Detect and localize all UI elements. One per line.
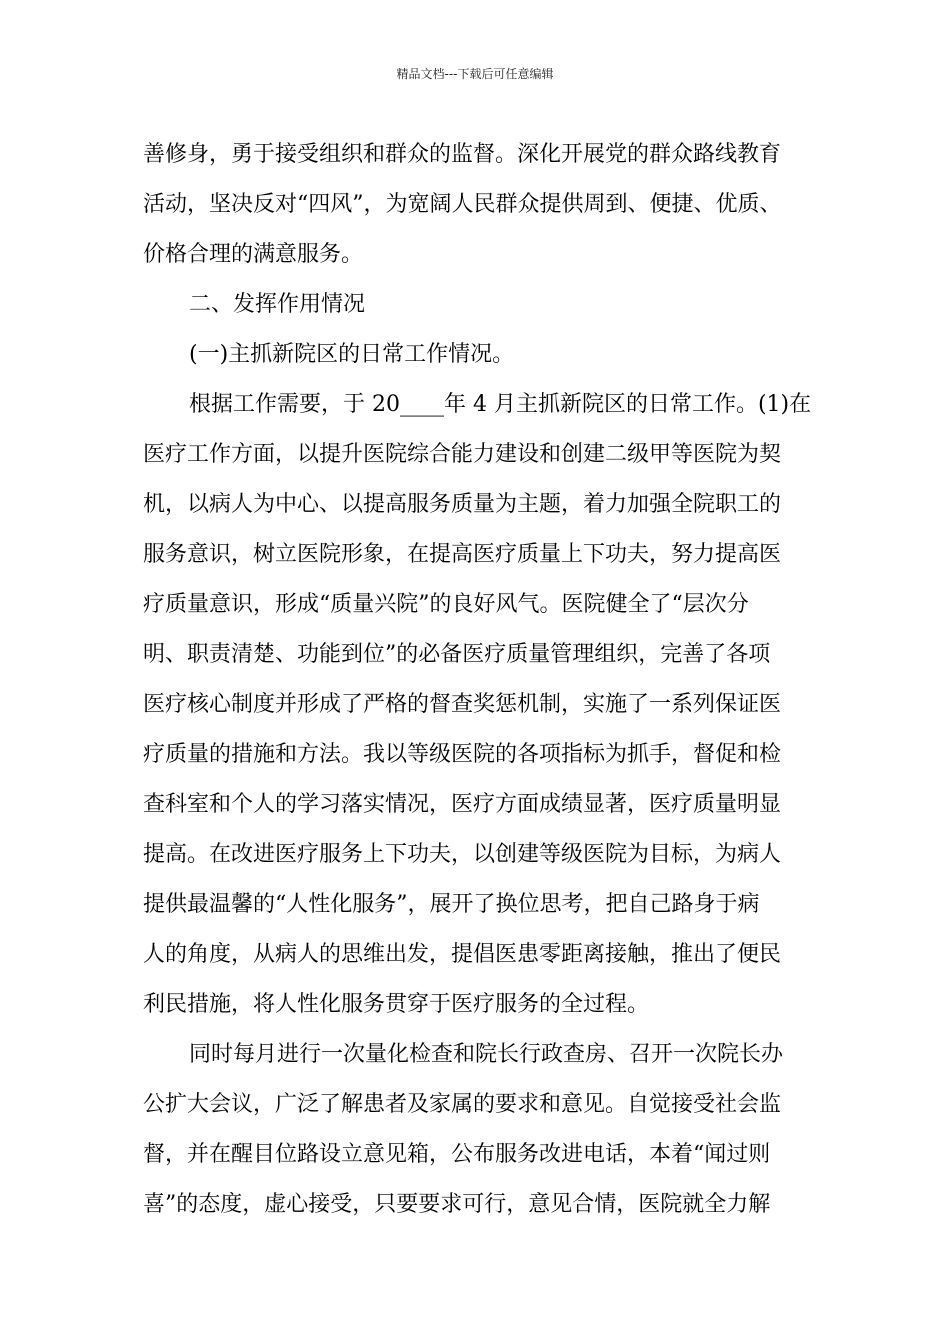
- subsection-heading: (一)主抓新院区的日常工作情况。: [189, 342, 515, 367]
- text-line: 服务意识，树立医院形象，在提高医疗质量上下功夫，努力提高医: [143, 542, 782, 567]
- text-line: 活动，坚决反对“四风”，为宽阔人民群众提供周到、便捷、优质、: [143, 192, 782, 217]
- text-line: 提高。在改进医疗服务上下功夫，以创建等级医院为目标，为病人: [143, 842, 782, 867]
- text-line: 利民措施，将人性化服务贯穿于医疗服务的全过程。: [143, 992, 650, 1017]
- text-line: 医疗工作方面，以提升医院综合能力建设和创建二级甲等医院为契: [143, 442, 782, 467]
- text-line: 明、职责清楚、功能到位”的必备医疗质量管理组织，完善了各项: [143, 642, 771, 667]
- text-line: 疗质量意识，形成“质量兴院”的良好风气。医院健全了“层次分: [143, 592, 749, 617]
- text-line: 公扩大会议，广泛了解患者及家属的要求和意见。自觉接受社会监: [143, 1092, 782, 1117]
- document-body: [143, 130, 813, 1230]
- text-line: 疗质量的措施和方法。我以等级医院的各项指标为抓手，督促和检: [143, 742, 782, 767]
- text-line: 价格合理的满意服务。: [143, 242, 364, 267]
- header-note: 精品文档---下载后可任意编辑: [396, 67, 554, 81]
- text-line: 喜”的态度，虚心接受，只要要求可行，意见合情，医院就全力解: [143, 1192, 771, 1217]
- text-line: 根据工作需要，于 20____年 4 月主抓新院区的日常工作。(1)在: [189, 392, 812, 417]
- text-line: 督，并在醒目位路设立意见箱，公布服务改进电话，本着“闻过则: [143, 1142, 771, 1167]
- text-line: 查科室和个人的学习落实情况，医疗方面成绩显著，医疗质量明显: [143, 792, 782, 817]
- text-line: 同时每月进行一次量化检查和院长行政查房、召开一次院长办: [189, 1042, 784, 1067]
- text-line: 医疗核心制度并形成了严格的督查奖惩机制，实施了一系列保证医: [143, 692, 782, 717]
- text-line: 善修身，勇于接受组织和群众的监督。深化开展党的群众路线教育: [143, 142, 782, 167]
- text-line: 人的角度，从病人的思维出发，提倡医患零距离接触，推出了便民: [143, 942, 782, 967]
- text-line: 机，以病人为中心、以提高服务质量为主题，着力加强全院职工的: [143, 492, 782, 517]
- text-line: 提供最温馨的“人性化服务”，展开了换位思考，把自己路身于病: [143, 892, 760, 917]
- section-heading: 二、发挥作用情况: [189, 292, 366, 317]
